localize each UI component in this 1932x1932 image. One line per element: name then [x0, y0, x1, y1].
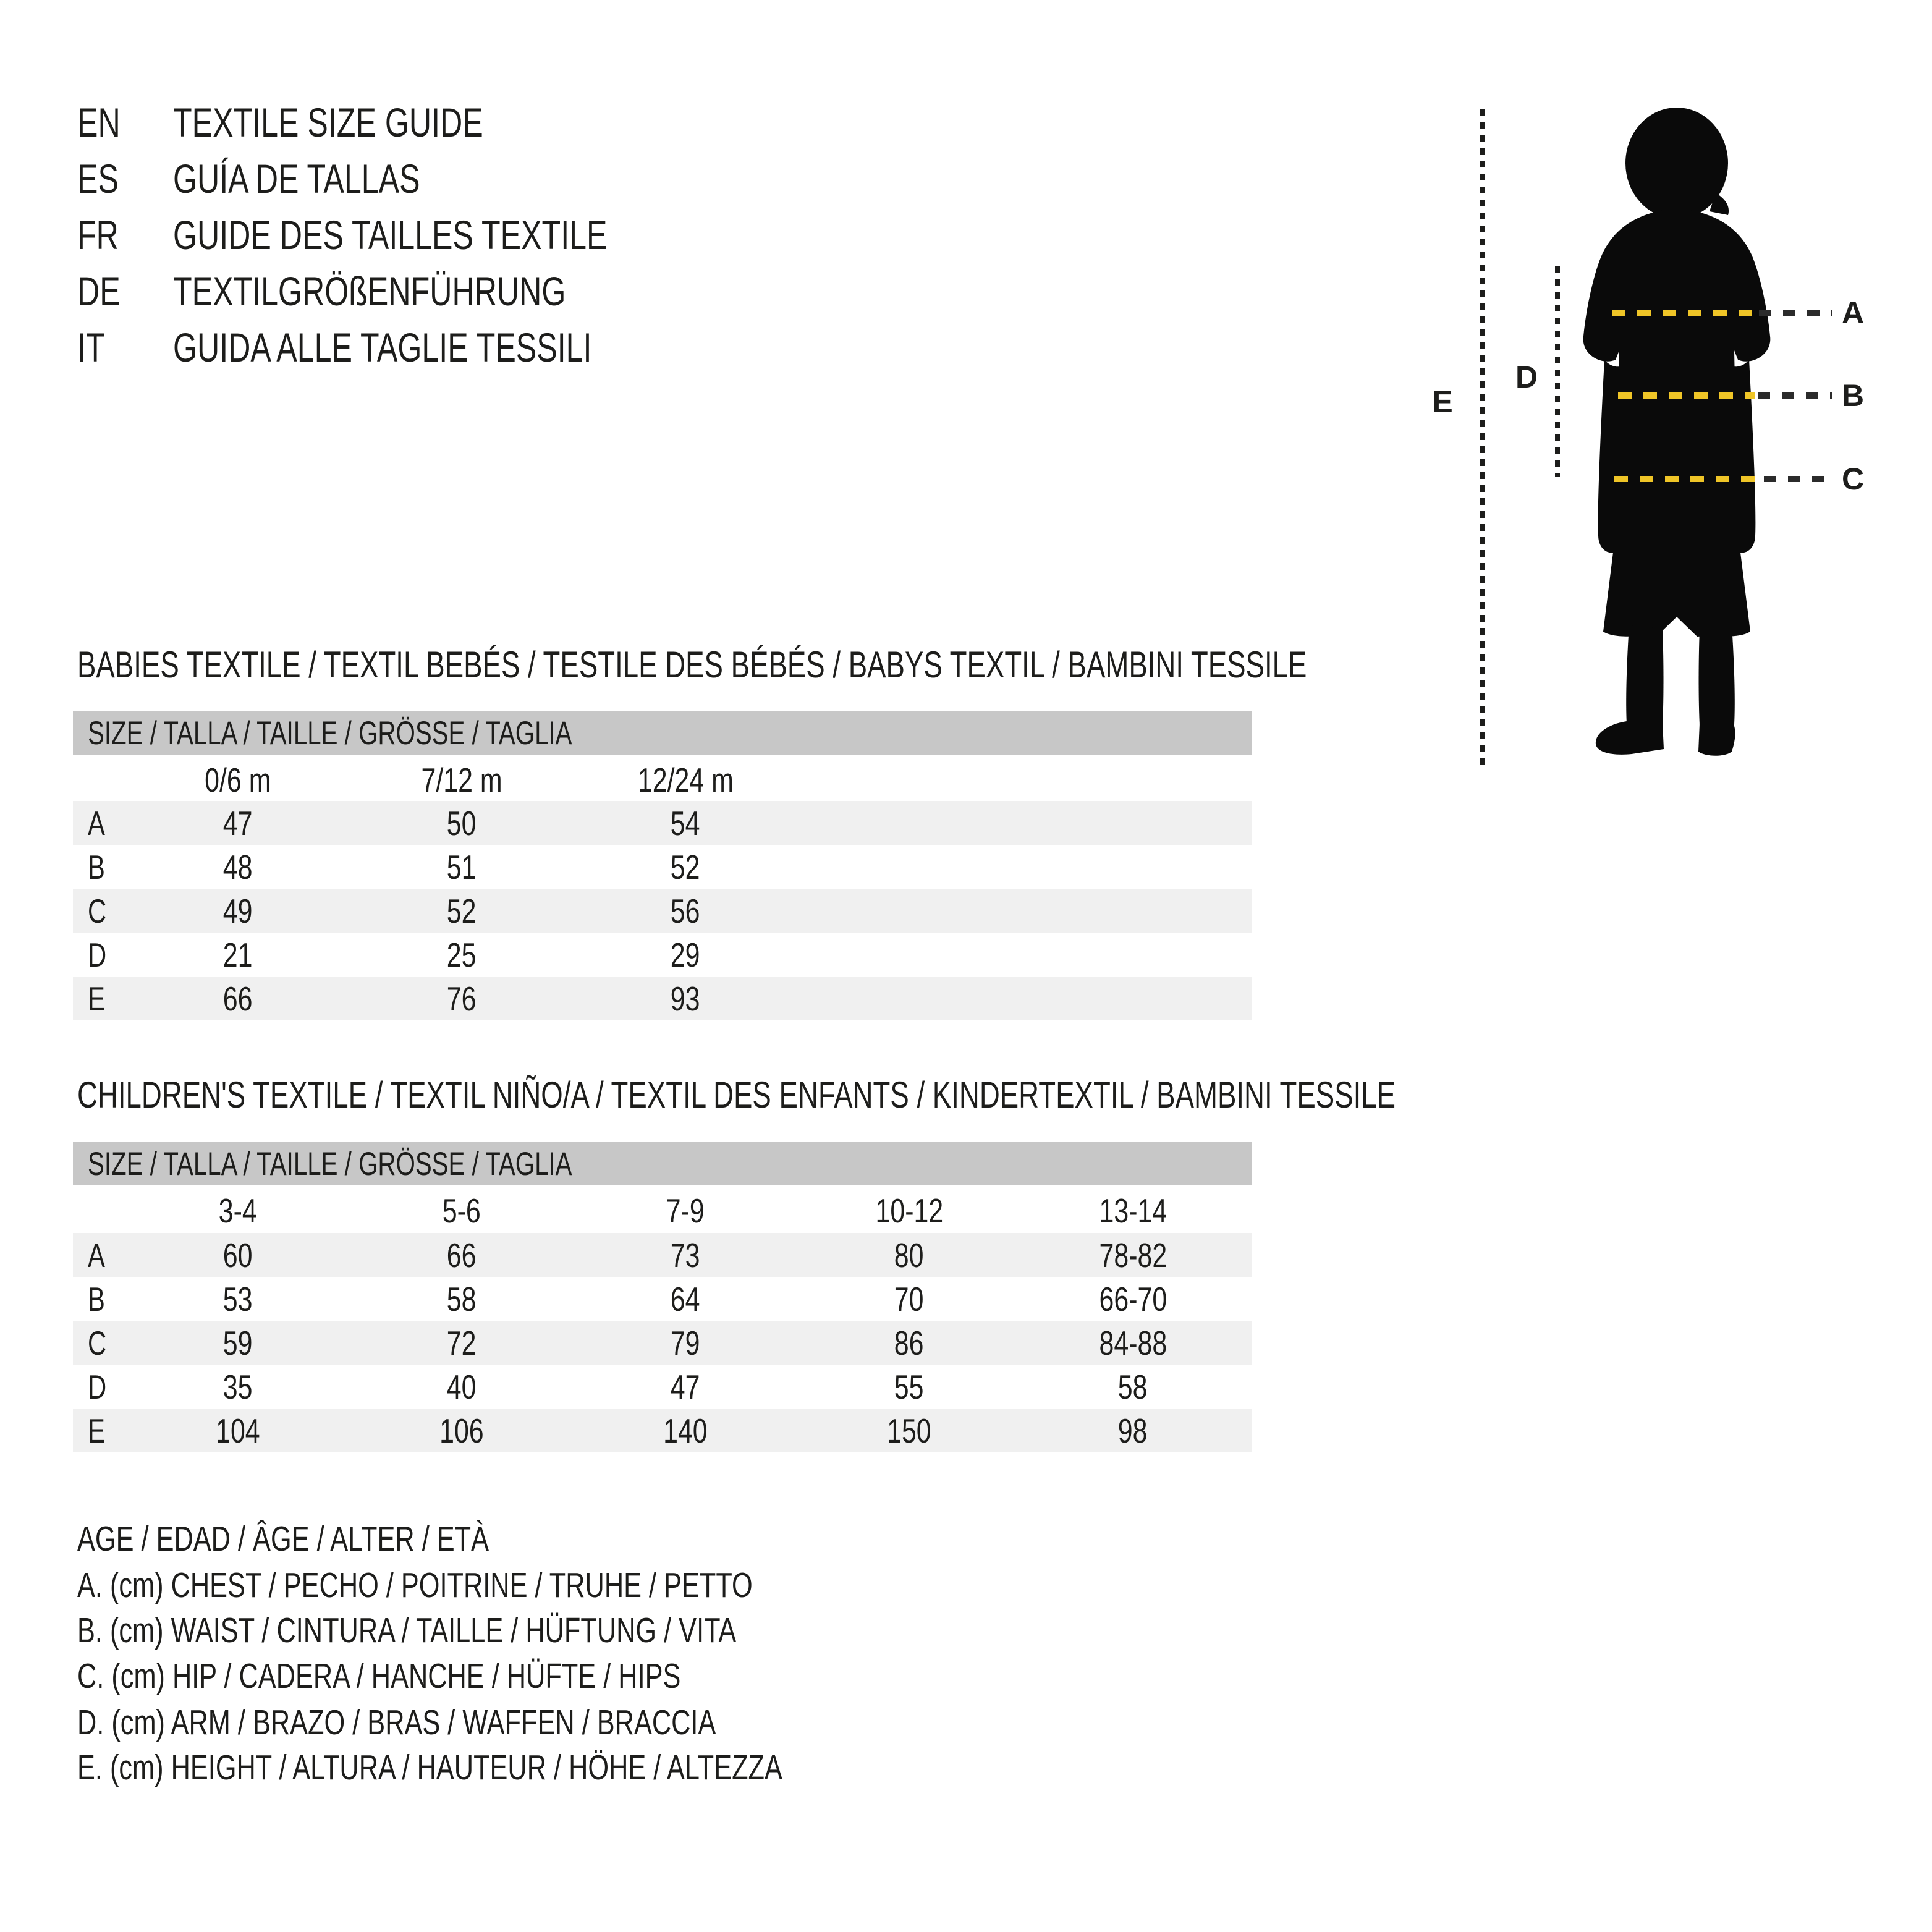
language-code: EN — [77, 100, 121, 145]
table-row — [73, 1233, 1252, 1277]
cell-value: 150 — [887, 1411, 931, 1450]
cell-value: 53 — [223, 1279, 253, 1318]
cell-value: 86 — [894, 1323, 924, 1362]
cell-value: 93 — [671, 979, 700, 1018]
row-label: E — [88, 979, 105, 1018]
row-label: C — [88, 891, 107, 930]
language-row — [77, 266, 690, 316]
measure-label-e: E — [1432, 384, 1453, 419]
language-code: IT — [77, 324, 105, 370]
cell-value: 79 — [671, 1323, 700, 1362]
language-row — [77, 323, 724, 372]
row-label: E — [88, 1411, 105, 1450]
cell-value: 73 — [671, 1235, 700, 1274]
legend-waist-line: B. (cm) WAIST / CINTURA / TAILLE / HÜFTUNG / VITA — [77, 1611, 737, 1650]
chest-measure-line — [1612, 310, 1756, 316]
cell-value: 64 — [671, 1279, 700, 1318]
cell-value: 66-70 — [1099, 1279, 1167, 1318]
legend-height-line: E. (cm) HEIGHT / ALTURA / HAUTEUR / HÖHE / ALTEZZA — [77, 1748, 782, 1787]
arm-measure-line — [1555, 266, 1560, 477]
cell-value: 84-88 — [1099, 1323, 1167, 1362]
cell-value: 35 — [223, 1367, 253, 1406]
table-row — [73, 1321, 1252, 1365]
cell-value: 50 — [447, 803, 477, 842]
column-header: 3-4 — [218, 1191, 258, 1230]
cell-value: 54 — [671, 803, 700, 842]
guide-title: GUIDA ALLE TAGLIE TESSILI — [173, 324, 592, 370]
children-column-header-row — [73, 1189, 1252, 1232]
language-row — [77, 154, 498, 203]
babies-column-header-row — [73, 758, 1252, 801]
cell-value: 76 — [447, 979, 477, 1018]
hip-measure-line — [1614, 476, 1761, 482]
cell-value: 55 — [894, 1367, 924, 1406]
column-header: 13-14 — [1099, 1191, 1167, 1230]
column-header: 7/12 m — [421, 760, 502, 799]
legend-chest-line: A. (cm) CHEST / PECHO / POITRINE / TRUHE / PETTO — [77, 1566, 753, 1605]
cell-value: 52 — [671, 847, 700, 886]
cell-value: 59 — [223, 1323, 253, 1362]
table-row — [73, 845, 1252, 889]
cell-value: 56 — [671, 891, 700, 930]
cell-value: 104 — [216, 1411, 260, 1450]
legend-age-line: AGE / EDAD / ÂGE / ALTER / ETÀ — [77, 1519, 489, 1559]
column-header: 5-6 — [442, 1191, 481, 1230]
row-label: D — [88, 935, 107, 974]
column-header: 10-12 — [875, 1191, 943, 1230]
row-label: A — [88, 803, 105, 842]
guide-title: TEXTILGRÖßENFÜHRUNG — [173, 268, 566, 314]
cell-value: 72 — [447, 1323, 477, 1362]
hip-measure-leader — [1764, 476, 1832, 482]
cell-value: 47 — [671, 1367, 700, 1406]
row-label: C — [88, 1323, 107, 1362]
measure-label-a: A — [1841, 295, 1865, 330]
table-row — [73, 933, 1252, 977]
cell-value: 66 — [447, 1235, 477, 1274]
row-label: B — [88, 1279, 105, 1318]
language-code: DE — [77, 268, 121, 314]
table-row — [73, 1365, 1252, 1409]
cell-value: 51 — [447, 847, 477, 886]
cell-value: 40 — [447, 1367, 477, 1406]
cell-value: 47 — [223, 803, 253, 842]
column-header: 7-9 — [666, 1191, 705, 1230]
language-row — [77, 98, 581, 147]
measure-label-d: D — [1515, 360, 1538, 394]
row-label: B — [88, 847, 105, 886]
cell-value: 66 — [223, 979, 253, 1018]
cell-value: 60 — [223, 1235, 253, 1274]
guide-title: GUÍA DE TALLAS — [173, 156, 420, 201]
cell-value: 49 — [223, 891, 253, 930]
guide-title: TEXTILE SIZE GUIDE — [173, 100, 483, 145]
guide-title: GUIDE DES TAILLES TEXTILE — [173, 212, 608, 258]
language-code: ES — [77, 156, 119, 201]
legend-arm-line: D. (cm) ARM / BRAZO / BRAS / WAFFEN / BRACCIA — [77, 1703, 716, 1742]
cell-value: 106 — [439, 1411, 484, 1450]
cell-value: 98 — [1118, 1411, 1148, 1450]
row-label: D — [88, 1367, 107, 1406]
cell-value: 70 — [894, 1279, 924, 1318]
waist-measure-leader — [1758, 392, 1832, 399]
cell-value: 21 — [223, 935, 253, 974]
cell-value: 29 — [671, 935, 700, 974]
measure-label-b: B — [1841, 378, 1865, 413]
measure-label-c: C — [1841, 462, 1865, 496]
column-header: 0/6 m — [205, 760, 271, 799]
cell-value: 58 — [447, 1279, 477, 1318]
language-row — [77, 210, 744, 260]
waist-measure-line — [1618, 392, 1755, 399]
cell-value: 58 — [1118, 1367, 1148, 1406]
table-row — [73, 1409, 1252, 1452]
cell-value: 48 — [223, 847, 253, 886]
cell-value: 140 — [663, 1411, 708, 1450]
cell-value: 80 — [894, 1235, 924, 1274]
table-row — [73, 977, 1252, 1020]
children-section-title: CHILDREN'S TEXTILE / TEXTIL NIÑO/A / TEXTIL DES ENFANTS / KINDERTEXTIL / BAMBINI TESSILE — [77, 1074, 1396, 1116]
legend-hip-line: C. (cm) HIP / CADERA / HANCHE / HÜFTE / HIPS — [77, 1656, 681, 1696]
cell-value: 52 — [447, 891, 477, 930]
cell-value: 78-82 — [1099, 1235, 1167, 1274]
cell-value: 25 — [447, 935, 477, 974]
babies-size-header-bar: SIZE / TALLA / TAILLE / GRÖSSE / TAGLIA — [73, 711, 1252, 755]
children-size-header-bar: SIZE / TALLA / TAILLE / GRÖSSE / TAGLIA — [73, 1142, 1252, 1185]
language-code: FR — [77, 212, 119, 258]
table-row — [73, 801, 1252, 845]
table-row — [73, 889, 1252, 933]
babies-section-title: BABIES TEXTILE / TEXTIL BEBÉS / TESTILE DES BÉBÉS / BABYS TEXTIL / BAMBINI TESSILE — [77, 644, 1307, 685]
table-row — [73, 1277, 1252, 1321]
column-header: 12/24 m — [637, 760, 734, 799]
row-label: A — [88, 1235, 105, 1274]
chest-measure-leader — [1759, 310, 1832, 316]
